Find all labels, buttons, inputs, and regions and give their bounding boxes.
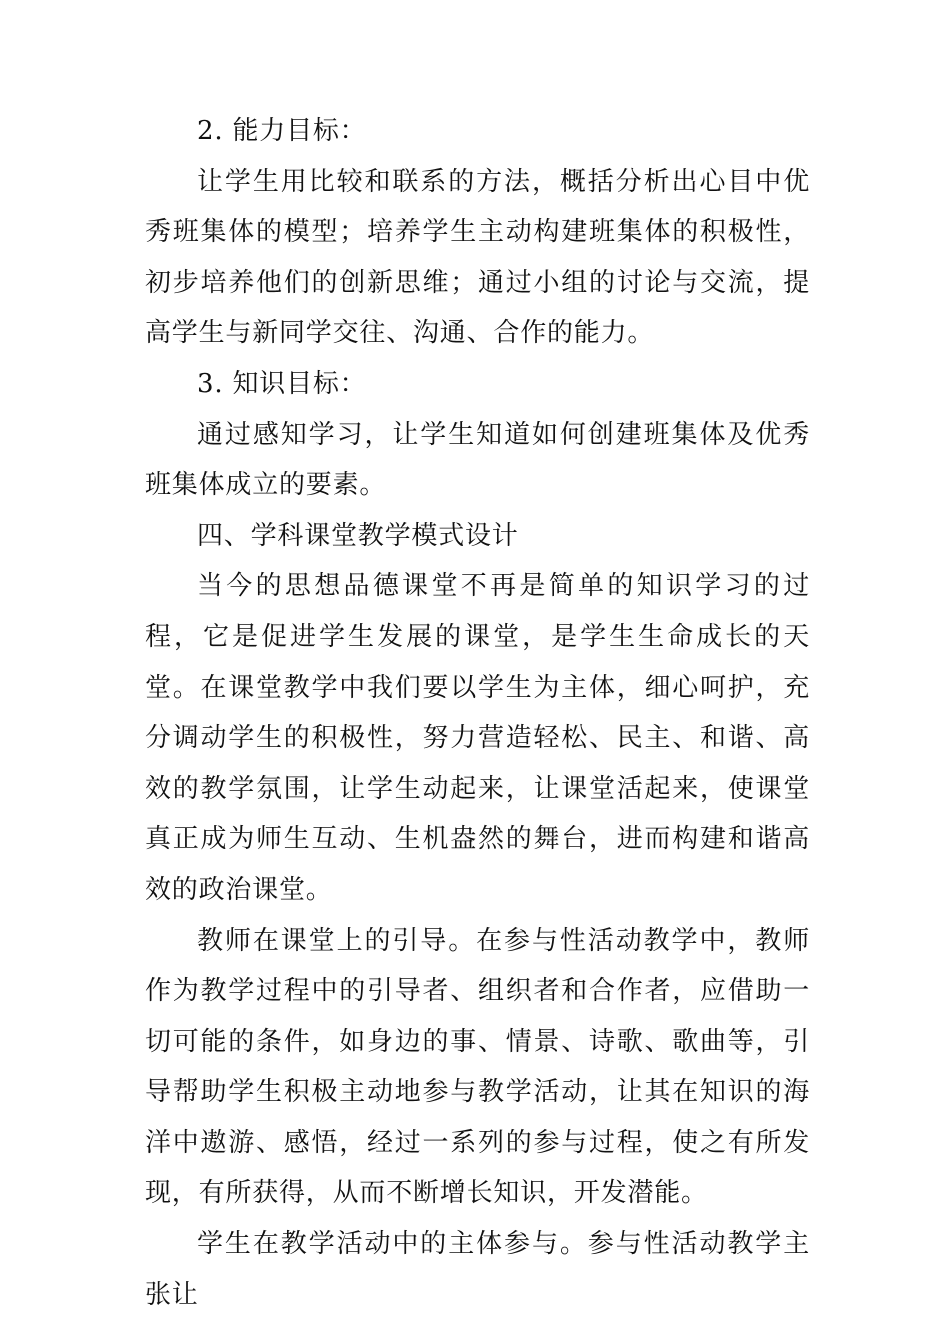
- paragraph-knowledge-goal: 通过感知学习，让学生知道如何创建班集体及优秀班集体成立的要素。: [145, 419, 810, 501]
- paragraph-ability-goal: 让学生用比较和联系的方法，概括分析出心目中优秀班集体的模型；培养学生主动构建班集体的积极性，初步培养他们的创新思维；通过小组的讨论与交流，提高学生与新同学交往、沟通、合作的能力。: [145, 166, 810, 349]
- heading-ability-goal: 2. 能力目标：: [197, 116, 367, 146]
- paragraph-teacher-guidance: 教师在课堂上的引导。在参与性活动教学中，教师作为教学过程中的引导者、组织者和合作者，应借助一切可能的条件，如身边的事、情景、诗歌、歌曲等，引导帮助学生积极主动地参与教学活动，让其在知识的海洋中遨游、感悟，经过一系列的参与过程，使之有所发现，有所获得，从而不断增长知识，开发潜能。: [145, 925, 810, 1209]
- document-body: [145, 106, 810, 1320]
- heading-knowledge-goal: 3. 知识目标：: [197, 368, 367, 399]
- paragraph-student-participation: 学生在教学活动中的主体参与。参与性活动教学主张让: [145, 1229, 810, 1310]
- paragraph-classroom-intro: 当今的思想品德课堂不再是简单的知识学习的过程，它是促进学生发展的课堂，是学生生命成长的天堂。在课堂教学中我们要以学生为主体，细心呵护，充分调动学生的积极性，努力营造轻松、民主、和谐、高效的教学氛围，让学生动起来，让课堂活起来，使课堂真正成为师生互动、生机盎然的舞台，进而构建和谐高效的政治课堂。: [145, 571, 810, 905]
- section-heading-teaching-model: 四、学科课堂教学模式设计: [197, 520, 519, 551]
